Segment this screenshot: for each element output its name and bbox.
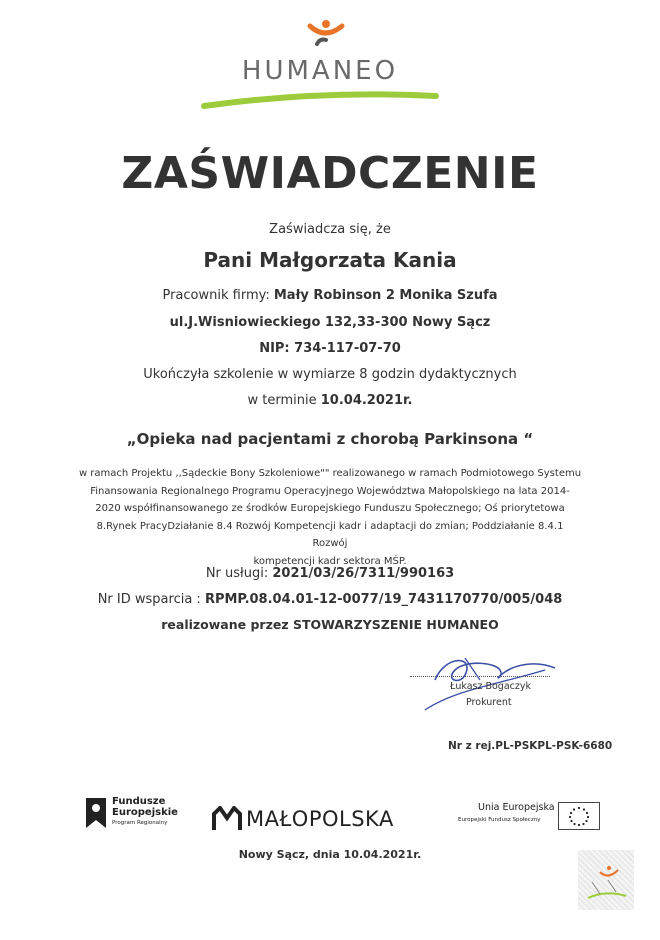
service-value: 2021/03/26/7311/990163 — [272, 566, 455, 581]
signatory-name: Łukasz Bogaczyk — [450, 681, 531, 692]
malopolska-logo — [212, 804, 432, 834]
eu-text-1: Unia Europejska — [478, 802, 555, 813]
term-line — [0, 393, 660, 408]
stamp-logo-icon — [578, 850, 634, 910]
completion-text: Ukończyła szkolenie w wymiarze 8 godzin dydaktycznych — [143, 367, 517, 382]
signature-line — [410, 676, 550, 677]
humaneo-logo — [200, 18, 440, 123]
course-title: „Opieka nad pacjentami z chorobą Parkinsona “ — [126, 430, 534, 448]
employer-label: Pracownik firmy: — [162, 288, 270, 303]
eu-stars-icon — [559, 803, 599, 829]
service-number — [0, 566, 660, 581]
hologram-stamp — [578, 850, 634, 910]
project-line: 8.Rynek PracyDziałanie 8.4 Rozwój Kompetencji kadr i adaptacji do zmian; Poddziałanie 8.4.1 Rozwój — [96, 520, 564, 549]
registry-number: Nr z rej.PL-PSKPL-PSK-6680 — [448, 740, 613, 752]
document-title: ZAŚWIADCZENIE — [121, 148, 539, 199]
logo-wordmark: HUMANEO — [241, 56, 399, 86]
signatory-role: Prokurent — [466, 697, 512, 708]
malopolska-mark-icon — [212, 806, 242, 832]
eu-flag-icon — [558, 802, 600, 830]
project-line: w ramach Projektu ,,Sądeckie Bony Szkoleniowe"" realizowanego w ramach Podmiotowego Systemu — [78, 468, 582, 479]
fe-text-2: Europejskie — [112, 807, 178, 818]
fundusze-europejskie-logo — [84, 796, 194, 836]
eu-logo — [458, 802, 608, 832]
term-date: 10.04.2021r. — [320, 393, 413, 408]
support-value: RPMP.08.04.01-12-0077/19_7431170770/005/048 — [204, 592, 563, 607]
address-line: ul.J.Wisniowieckiego 132,33-300 Nowy Sącz — [169, 315, 491, 330]
project-line: 2020 współfinansowanego ze środków Europejskiego Funduszu Społecznego; Oś priorytetowa — [95, 503, 565, 514]
fe-text-1: Fundusze — [112, 796, 166, 807]
eu-text-2: Europejski Fundusz Społeczny — [458, 817, 541, 823]
intro-text: Zaświadcza się, że — [269, 222, 391, 237]
support-label: Nr ID wsparcia : — [97, 592, 201, 607]
employer-line — [0, 288, 660, 303]
place-and-date: Nowy Sącz, dnia 10.04.2021r. — [238, 848, 422, 861]
term-label: w terminie — [247, 393, 317, 408]
recipient-name: Pani Małgorzata Kania — [203, 248, 457, 272]
project-line: kompetencji kadr sektora MŚP. — [253, 555, 407, 567]
malopolska-text: MAŁOPOLSKA — [246, 807, 394, 831]
fe-flag-icon — [84, 796, 108, 830]
project-line: Finansowania Regionalnego Programu Operacyjnego Województwa Małopolskiego na lata 2014- — [90, 485, 570, 497]
support-id — [0, 592, 660, 607]
fe-text-3: Program Regionalny — [112, 820, 168, 826]
employer-name: Mały Robinson 2 Monika Szufa — [273, 288, 498, 303]
service-label: Nr usługi: — [205, 566, 269, 581]
project-description — [78, 465, 582, 570]
realized-by: realizowane przez STOWARZYSZENIE HUMANEO — [161, 617, 499, 632]
nip-line: NIP: 734-117-07-70 — [259, 341, 401, 356]
